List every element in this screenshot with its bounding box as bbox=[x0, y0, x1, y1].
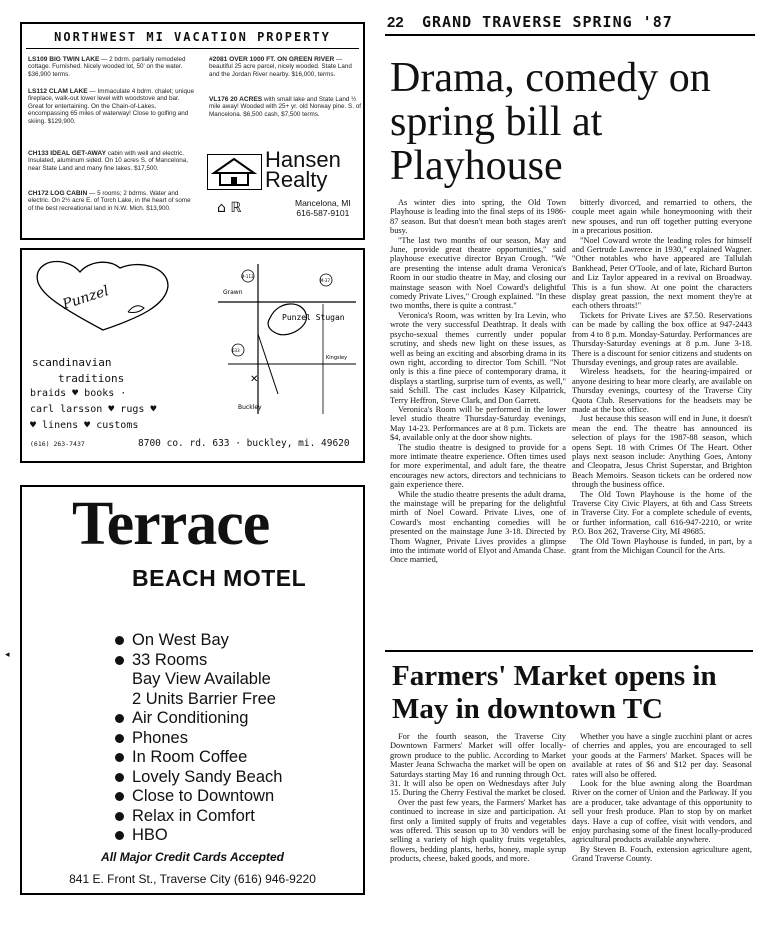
motel-title: Terrace bbox=[72, 490, 270, 558]
feature-item: Close to Downtown bbox=[114, 787, 282, 807]
farm-column-2 bbox=[572, 732, 752, 864]
paragraph: While the studio theatre presents the adult drama, the mainstage will be preparing for the delightful mirth of Noel Coward. Private Lives, one of Coward's most enchanting comedies will be presented on the mainstage June 3-18. Directed by Thom Wagner, Private Lives provides a glimpse into the intimate world of Elyot and Amanda Chase. Once married, bbox=[390, 489, 566, 565]
paragraph: Whether you have a single zucchini plant or acres of cherries and apples, you are encouraged to sell your goods at the Farmers' Market. Spaces will be available at rates of $6 and $12 per day. Seasonal rates will also be offered. bbox=[572, 732, 752, 779]
listing: LS112 CLAM LAKE — Immaculate 4 bdrm. chalet; unique fireplace, walk-out lower level with woodstove and bar. Great for entertaining. On the Chain-of-Lakes, encompassing 65 miles of waterway! Close to golfing and skiing. $129,900. bbox=[28, 88, 195, 125]
map-label: Grawn bbox=[223, 289, 243, 296]
location-map bbox=[218, 264, 356, 414]
hansen-realty-logo bbox=[207, 147, 362, 238]
feature-item: Relax in Comfort bbox=[114, 807, 282, 827]
realty-contact: Mancelona, MI 616-587-9101 bbox=[295, 198, 351, 218]
farm-column-1 bbox=[390, 732, 566, 864]
house-logo-icon bbox=[207, 154, 262, 190]
punzel-logo: Punzel bbox=[60, 283, 111, 313]
listing: CH172 LOG CABIN — 5 rooms; 2 bdrms. Water and electric. On 2½ acre E. of Torch Lake, in the heart of some of the best recreational land in N.W. Mich. $13,900. bbox=[28, 190, 191, 212]
feature-item: Air Conditioning bbox=[114, 709, 282, 729]
drama-headline: Drama, comedy on spring bill at Playhouse bbox=[390, 55, 711, 189]
punzel-phone: (616) 263-7437 bbox=[30, 440, 85, 448]
punzel-line: ♥ linens ♥ customs bbox=[30, 420, 139, 431]
motel-features bbox=[114, 631, 282, 846]
punzel-line: braids ♥ books · bbox=[30, 388, 127, 399]
feature-item: Bay View Available bbox=[132, 670, 271, 688]
paragraph: Veronica's Room, was written by Ira Levin, who wrote the very successful Deathtrap. It deals with psycho-sexual themes currently under popular scrutiny, and sheds new light on these issues, as well as being an exciting and absorbing drama in its own right, according to director Tom Schill. "Not only is this a fine piece of contemporary drama, it displays a startling, surprise turn of events, as well," said Schill. The cast includes Kasey Kilpatrick, Terry Heffron, Steve Clark, and Don Garrett. bbox=[390, 310, 566, 405]
listing: CH133 IDEAL GET-AWAY cabin with well and electric. Insulated, aluminum sided. On 10 acres S. of Mancelona, near State Land and many fine lakes. $17,500. bbox=[28, 150, 188, 172]
feature-item: Lovely Sandy Beach bbox=[114, 768, 282, 788]
map-label: M-113 bbox=[241, 274, 254, 279]
farm-headline: Farmers' Market opens in May in downtown TC bbox=[392, 660, 717, 725]
equal-housing-icon: ⌂ ℝ bbox=[217, 200, 242, 216]
realty-name: Hansen Realty bbox=[265, 147, 341, 192]
paragraph: Over the past few years, the Farmers' Market has continued to increase in size and participation. At first only a limited supply of fruits and vegetables was offered. This season up to 30 vendors will be selling a variety of high quality fruits vegetables, flowers, bedding plants, herbs, honey, maple syrup products, cheese, baked goods, and more. bbox=[390, 797, 566, 864]
terrace-motel-ad bbox=[20, 485, 365, 895]
map-label: Buckley bbox=[238, 404, 262, 411]
paragraph: The Old Town Playhouse is funded, in part, by a grant from the Michigan Council for the Arts. bbox=[572, 536, 752, 556]
paragraph: For the fourth season, the Traverse City Downtown Farmers' Market will offer locally-grown produce to the public. According to Market Master Jeana Schwacha the market will be open on Saturdays starting May 16 and running through Oct. 31. It will also be open on Wednesdays after July 15. During the Cherry Festival the market be closed. bbox=[390, 732, 566, 798]
map-label: Kingsley bbox=[326, 355, 348, 361]
paragraph: "The last two months of our season, May and June, provide great theatre opportunities," said playhouse executive director Bryan Crough. "We are presenting the intense adult drama Veronica's Room in our studio theatre in May, and closing our mainstage season with Noel Coward's delightful comedy Private Lives," Crough explained. "In these two months, there is quite a contrast." bbox=[390, 235, 566, 311]
map-label: 633 bbox=[232, 348, 240, 353]
paragraph: As winter dies into spring, the Old Town Playhouse is leading into the final steps of its 1986-87 season. But that doesn't mean both stages aren't busy. bbox=[390, 198, 566, 236]
punzel-ad bbox=[20, 248, 365, 463]
vacation-property-ad bbox=[20, 22, 365, 240]
punzel-line: scandinavian bbox=[32, 356, 112, 369]
paragraph: The studio theatre is designed to provide for a more intimate theatre experience. Often times used for more experimental, and adult fare, the theatre encourages new actors, directors and technicians to gain experience there. bbox=[390, 442, 566, 490]
motel-address: 841 E. Front St., Traverse City (616) 946-9220 bbox=[69, 872, 316, 886]
page-header bbox=[385, 8, 755, 36]
feature-item: On West Bay bbox=[114, 631, 282, 651]
section-divider bbox=[385, 650, 753, 652]
svg-text:✕: ✕ bbox=[250, 374, 259, 385]
feature-item: In Room Coffee bbox=[114, 748, 282, 768]
drama-column-1 bbox=[390, 198, 566, 565]
paragraph: Tickets for Private Lives are $7.50. Reservations can be made by calling the box office at 947-2443 from 4 to 8 p.m. Monday-Saturday. Performances are Thursday-Saturday evenings at 8 p.m. June 3-18. There is a discount for senior citizens and students on Thursday evenings, and group rates are available. bbox=[572, 310, 752, 367]
punzel-line: traditions bbox=[58, 372, 125, 385]
page-title: GRAND TRAVERSE SPRING '87 bbox=[422, 13, 673, 31]
paragraph: bitterly divorced, and remarried to others, the couple meet again while honeymooning with their new spouses, and run off together putting everyone in a precarious position. bbox=[572, 198, 752, 236]
listing: LS109 BIG TWIN LAKE — 2 bdrm. partially remodeled cottage. Furnished. Nicely wooded lot, 50' on the water. $36,900 terms. bbox=[28, 56, 186, 78]
paragraph: The Old Town Playhouse is the home of the Traverse City Civic Players, at 6th and Cass Streets in Traverse City. For a complete schedule of events, or further information, call 616-947-2210, or write P.O. Box 262, Traverse City, MI 49685. bbox=[572, 489, 752, 537]
motel-subtitle: BEACH MOTEL bbox=[132, 565, 307, 591]
vacation-property-heading: NORTHWEST MI VACATION PROPERTY bbox=[26, 27, 359, 49]
punzel-address: 8700 co. rd. 633 · buckley, mi. 49620 bbox=[138, 438, 350, 449]
paragraph: Just because this season will end in June, it doesn't mean the end. The theatre has announced its selection of plays for the 1987-88 season, which opens Sept. 18 with Crimes Of The Heart. Other plays next season include: Anything Goes, Antony and Cleopatra, Jesus Christ Superstar, and Brighton Beach Memoirs. Season tickets can be ordered now through the business office. bbox=[572, 414, 752, 490]
feature-item: 2 Units Barrier Free bbox=[132, 689, 276, 708]
feature-item: HBO bbox=[114, 826, 282, 846]
feature-item: Phones bbox=[114, 729, 282, 749]
byline: By Steven B. Fouch, extension agriculture agent, Grand Traverse County. bbox=[572, 844, 752, 864]
listing: VL176 20 ACRES with small lake and State Land ½ mile away! Wooded with 25+ yr. old Norway pine. S. of Mancelona. $6,500 cash, $7,500 terms. bbox=[209, 96, 361, 118]
feature-item: 33 Rooms bbox=[114, 651, 282, 671]
arrow-left-icon: ◂ bbox=[5, 650, 10, 660]
page-number: 22 bbox=[387, 14, 404, 31]
map-label: Punzel Stugan bbox=[282, 313, 345, 322]
paragraph: Wireless headsets, for the hearing-impaired or anyone desiring to hear more clearly, are available on Thursday evenings, courtesy of the Traverse City Quota Club. Reservations for the headsets may be made at the box office. bbox=[572, 367, 752, 414]
paragraph: Look for the blue awning along the Boardman River on the corner of Union and the Parkway. If you are a producer, take advantage of this opportunity to sell your fresh produce. Plan to stop by on market days. Have a cup of coffee, visit with vendors, and enjoy purchasing some of the finest locally-produced agricultural products available anywhere. bbox=[572, 779, 752, 845]
listing: #2081 OVER 1000 FT. ON GREEN RIVER — beautiful 25 acre parcel, nicely wooded. State Land and the Jordan River nearby. $16,000, terms. bbox=[209, 56, 352, 78]
credit-cards-note: All Major Credit Cards Accepted bbox=[101, 850, 284, 864]
map-label: M-37 bbox=[320, 278, 330, 283]
paragraph: Veronica's Room will be performed in the lower level studio theatre Thursday-Saturday evenings, May 14-23. Performances are at 8 p.m. Tickets are $4, available only at the door show nights. bbox=[390, 404, 566, 443]
punzel-line: carl larsson ♥ rugs ♥ bbox=[30, 404, 157, 415]
paragraph: "Noel Coward wrote the leading roles for himself and Gertrude Lawrence in 1930," explained Wagner. "Other notables who have appeared are Tallulah Bankhead, Peter O'Toole, and of late, Richard Burton and Liz Taylor appeared in a revival on Broadway. This is a fun show. At one point the characters display great passion, the next moment they're at each others throats!" bbox=[572, 235, 752, 311]
drama-column-2 bbox=[572, 198, 752, 555]
